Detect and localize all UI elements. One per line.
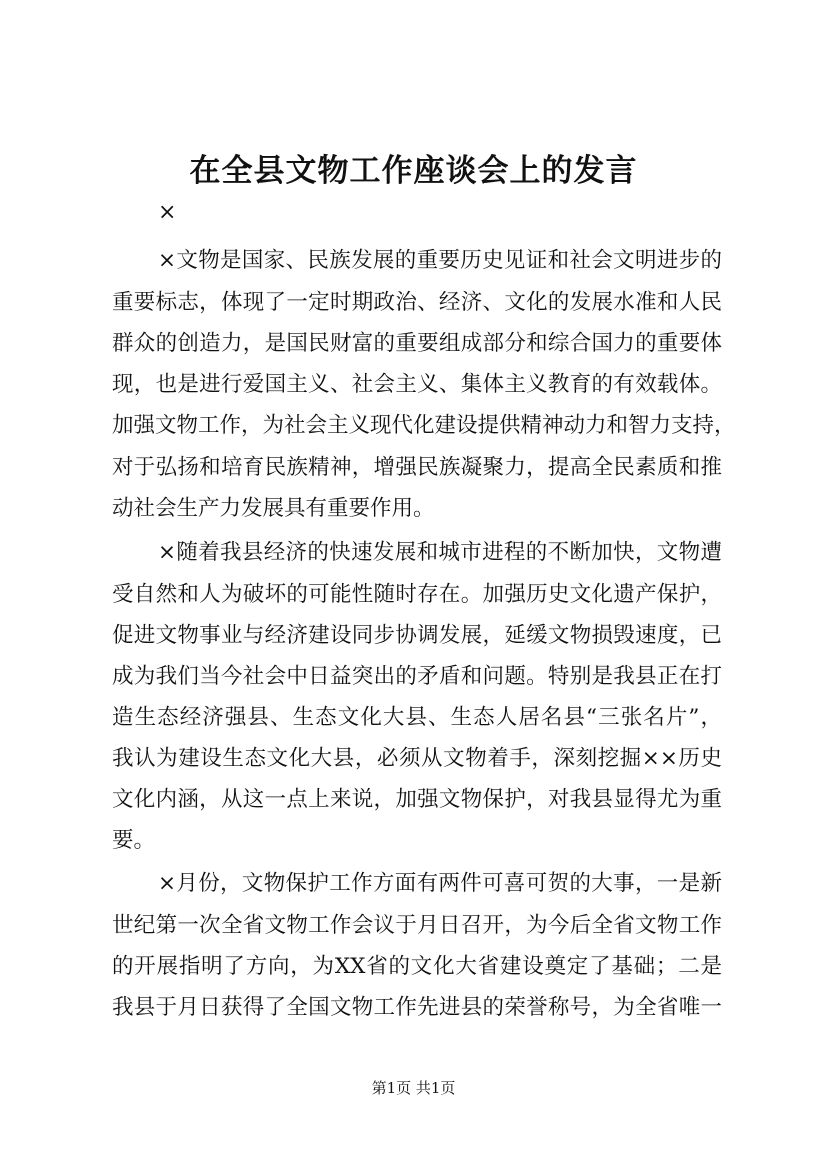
page-footer: 第1页 共1页 — [371, 1079, 456, 1097]
paragraph-1-line-6: 对于弘扬和培育民族精神，增强民族凝聚力，提高全民素质和推 — [112, 455, 722, 480]
paragraph-1-line-4: 现，也是进行爱国主义、社会主义、集体主义教育的有效载体。 — [112, 372, 722, 397]
paragraph-3-line-1: ×月份，文物保护工作方面有两件可喜可贺的大事，一是新 — [158, 871, 722, 896]
paragraph-3-line-2: 世纪第一次全省文物工作会议于月日召开，为今后全省文物工作 — [112, 913, 722, 938]
paragraph-2-line-2: 受自然和人为破坏的可能性随时存在。加强历史文化遗产保护， — [112, 582, 722, 607]
paragraph-2-line-7: 文化内涵，从这一点上来说，加强文物保护，对我县显得尤为重 — [112, 787, 722, 812]
paragraph-1-line-2: 重要标志，体现了一定时期政治、经济、文化的发展水准和人民 — [112, 290, 722, 315]
author-line: × — [158, 200, 177, 225]
paragraph-3-line-4: 我县于月日获得了全国文物工作先进县的荣誉称号，为全省唯一 — [112, 995, 722, 1020]
paragraph-1-line-1: ×文物是国家、民族发展的重要历史见证和社会文明进步的 — [158, 248, 722, 273]
paragraph-2-line-8: 要。 — [112, 828, 156, 853]
paragraph-2-line-5: 造生态经济强县、生态文化大县、生态人居名县“三张名片”， — [112, 705, 722, 730]
document-title: 在全县文物工作座谈会上的发言 — [189, 153, 638, 189]
paragraph-1-line-7: 动社会生产力发展具有重要作用。 — [112, 496, 435, 521]
paragraph-3-line-3: 的开展指明了方向，为XX省的文化大省建设奠定了基础；二是 — [112, 954, 722, 979]
paragraph-2-line-3: 促进文物事业与经济建设同步协调发展，延缓文物损毁速度，已 — [112, 623, 722, 648]
paragraph-1-line-5: 加强文物工作，为社会主义现代化建设提供精神动力和智力支持， — [112, 413, 736, 438]
paragraph-2-line-4: 成为我们当今社会中日益突出的矛盾和问题。特别是我县正在打 — [112, 664, 722, 689]
paragraph-2-line-1: ×随着我县经济的快速发展和城市进程的不断加快，文物遭 — [158, 540, 722, 565]
paragraph-2-line-6: 我认为建设生态文化大县，必须从文物着手，深刻挖掘××历史 — [112, 746, 722, 771]
paragraph-1-line-3: 群众的创造力，是国民财富的重要组成部分和综合国力的重要体 — [112, 331, 722, 356]
